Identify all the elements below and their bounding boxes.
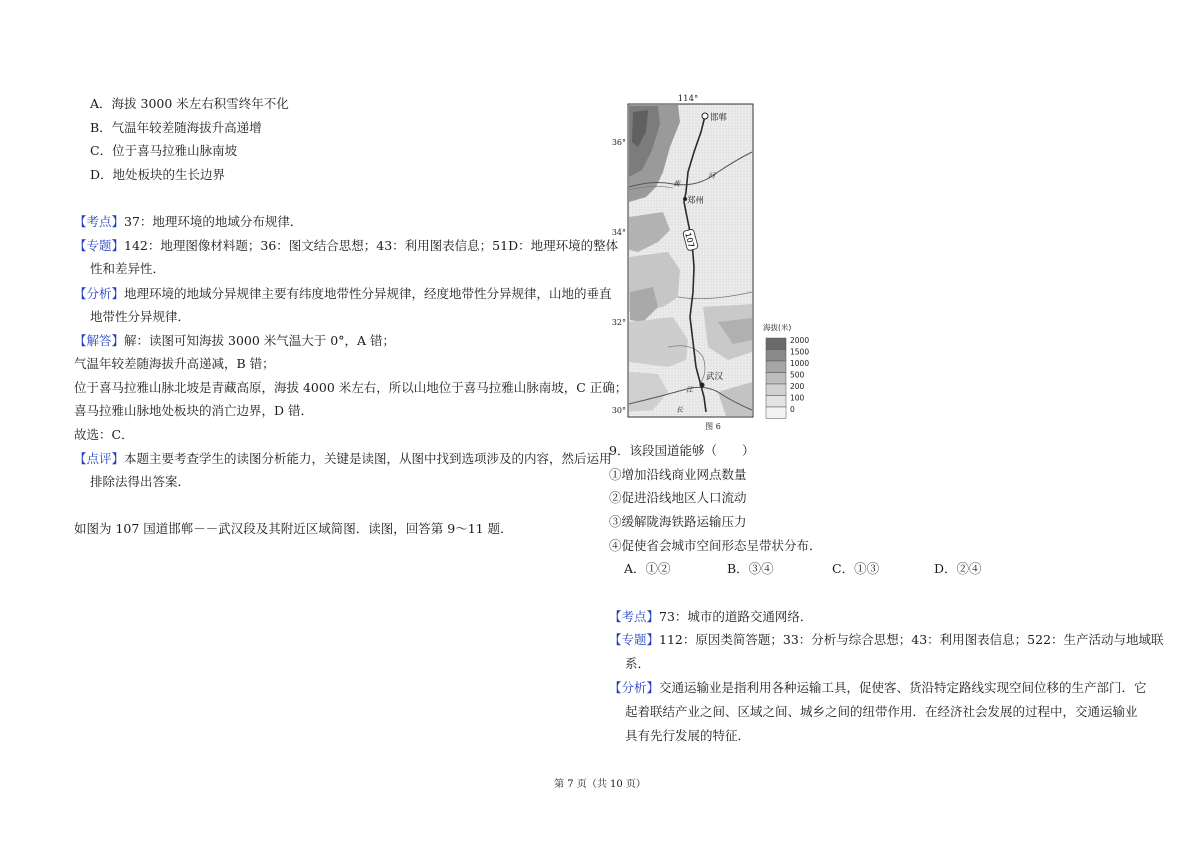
fenxi-tag: 【分析】 <box>74 286 125 301</box>
jieda-tag: 【解答】 <box>74 333 125 348</box>
zhuanti-tag: 【专题】 <box>74 238 125 253</box>
dianping-line <box>74 451 612 467</box>
zhuanti-text-cont: 性和差异性． <box>90 261 166 276</box>
r-kaodian-text: 73：城市的道路交通网络． <box>659 609 813 624</box>
r-fenxi-text: 交通运输业是指利用各种运输工具，促使客、货沿特定路线实现空间位移的生产部门．它 <box>659 680 1147 695</box>
option-b: B．气温年较差随海拔升高递增 <box>90 120 262 135</box>
legend-swatch <box>766 396 786 408</box>
question-9: 9．该段国道能够（ ） <box>609 443 755 458</box>
jieda-line <box>74 333 395 349</box>
lat-label-30: 30° <box>611 406 626 415</box>
city-handan-label: 邯郸 <box>710 113 728 123</box>
legend-value: 2000 <box>790 336 810 345</box>
r-kaodian-tag: 【考点】 <box>609 609 660 624</box>
answer-line: 故选：C． <box>74 427 134 442</box>
kaodian-line <box>74 214 302 230</box>
fenxi-text-cont: 地带性分异规律． <box>90 309 191 324</box>
option-c: C．位于喜马拉雅山脉南坡 <box>90 143 238 158</box>
city-handan-marker <box>702 113 708 119</box>
kaodian-tag: 【考点】 <box>74 214 125 229</box>
fenxi-text: 地理环境的地域分异规律主要有纬度地带性分异规律，经度地带性分异规律，山地的垂直 <box>124 286 612 301</box>
legend-title: 海拔(米) <box>763 323 792 332</box>
jieda-text: 解：读图可知海拔 3000 米气温大于 0°，A 错； <box>124 333 395 348</box>
dianping-text: 本题主要考查学生的读图分析能力，关键是读图，从图中找到选项涉及的内容，然后运用 <box>124 451 612 466</box>
route-label: 107 <box>683 231 696 249</box>
jieda-text-2: 气温年较差随海拔升高递减，B 错； <box>74 356 275 371</box>
legend-swatch <box>766 407 786 419</box>
lat-label-36: 36° <box>611 138 626 147</box>
legend-value: 0 <box>790 405 795 414</box>
river-chang-char-2: 江 <box>686 386 693 394</box>
item-3: ③缓解陇海铁路运输压力 <box>609 514 747 529</box>
city-zhengzhou-label: 郑州 <box>687 196 705 206</box>
river-huang-char-1: 黄 <box>673 180 680 188</box>
elevation-legend <box>763 322 809 419</box>
zhuanti-line <box>74 238 618 254</box>
jieda-text-3: 位于喜马拉雅山脉北坡是青藏高原，海拔 4000 米左右，所以山地位于喜马拉雅山脉南坡，C 正确； <box>74 380 628 395</box>
item-4: ④促使省会城市空间形态呈带状分布． <box>609 538 822 553</box>
map-figure <box>608 92 828 432</box>
r-fenxi-text-3: 具有先行发展的特征． <box>625 728 751 743</box>
choice-a: A．①② <box>624 561 671 576</box>
lat-label-34: 34° <box>611 228 626 237</box>
city-wuhan-label: 武汉 <box>706 372 724 382</box>
legend-value: 100 <box>790 393 805 403</box>
r-zhuanti-tag: 【专题】 <box>609 632 660 647</box>
r-zhuanti-text: 112：原因类简答题；33：分析与综合思想；43：利用图表信息；522：生产活动与地域联 <box>659 632 1164 647</box>
item-1: ①增加沿线商业网点数量 <box>609 467 747 482</box>
legend-swatch <box>766 373 786 385</box>
map-svg <box>608 92 828 432</box>
legend-swatch <box>766 338 786 350</box>
legend-value: 1500 <box>790 347 810 357</box>
choice-b: B．③④ <box>727 561 774 576</box>
choice-c: C．①③ <box>832 561 880 576</box>
lat-label-32: 32° <box>611 318 626 327</box>
city-wuhan-marker <box>700 383 705 388</box>
r-fenxi-line <box>609 680 1147 696</box>
r-fenxi-tag: 【分析】 <box>609 680 660 695</box>
item-2: ②促进沿线地区人口流动 <box>609 490 747 505</box>
intro-text: 如图为 107 国道邯郸－－武汉段及其附近区域简图．读图，回答第 9～11 题． <box>74 521 513 536</box>
option-a: A．海拔 3000 米左右积雪终年不化 <box>90 96 289 111</box>
r-kaodian-line <box>609 609 812 625</box>
lon-label: 114° <box>677 94 699 104</box>
choice-d: D．②④ <box>934 561 982 576</box>
kaodian-text: 37：地理环境的地域分布规律． <box>124 214 303 229</box>
dianping-text-cont: 排除法得出答案． <box>90 474 191 489</box>
map-caption: 图 6 <box>705 422 721 431</box>
legend-value: 500 <box>790 370 805 380</box>
legend-swatch <box>766 361 786 373</box>
zhuanti-text: 142：地理图像材料题；36：图文结合思想；43：利用图表信息；51D：地理环境的整体 <box>124 238 619 253</box>
river-chang-char-1: 长 <box>676 406 683 414</box>
legend-swatch <box>766 350 786 362</box>
river-huang-char-2: 河 <box>708 172 715 180</box>
r-zhuanti-line <box>609 632 1164 648</box>
legend-swatch <box>766 384 786 396</box>
page-footer: 第 7 页（共 10 页） <box>554 779 646 790</box>
r-zhuanti-text-cont: 系． <box>625 656 651 671</box>
legend-value: 1000 <box>790 359 810 368</box>
option-d: D．地处板块的生长边界 <box>90 167 226 182</box>
dianping-tag: 【点评】 <box>74 451 125 466</box>
fenxi-line <box>74 286 612 302</box>
legend-value: 200 <box>790 382 805 391</box>
jieda-text-4: 喜马拉雅山脉地处板块的消亡边界，D 错． <box>74 403 313 418</box>
r-fenxi-text-2: 起着联结产业之间、区域之间、城乡之间的纽带作用．在经济社会发展的过程中，交通运输业 <box>625 704 1138 719</box>
